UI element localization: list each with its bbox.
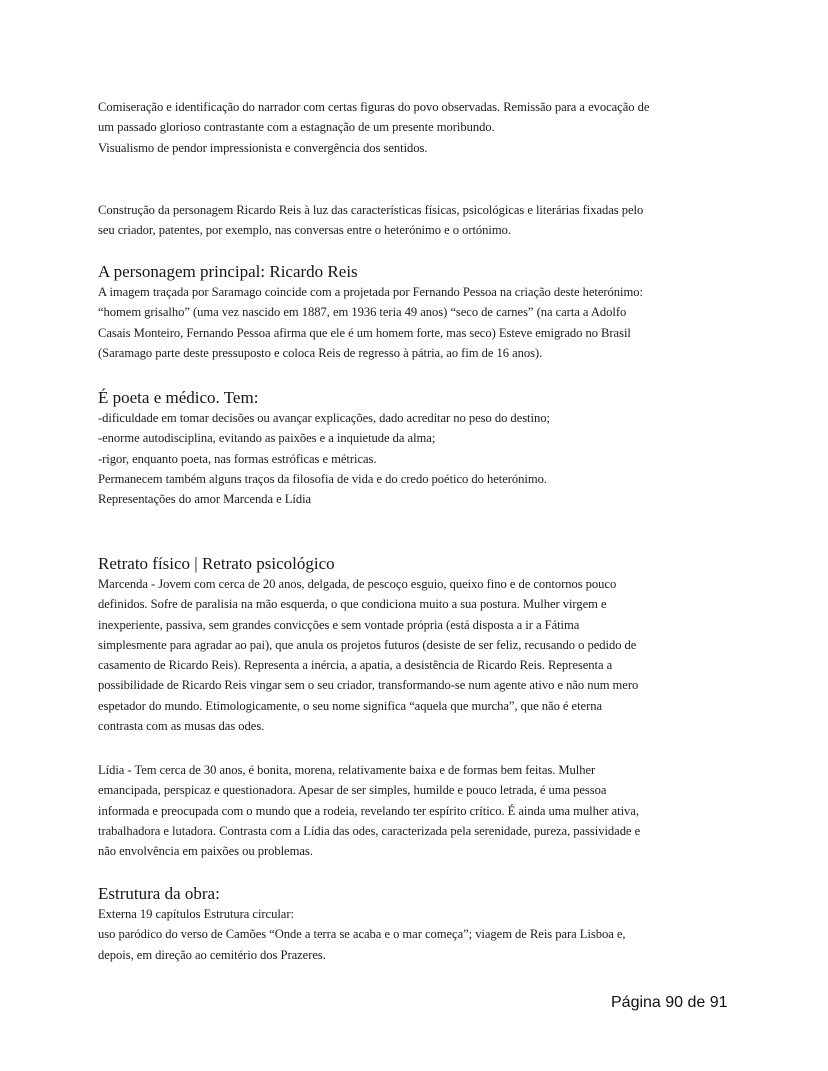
structure-section [98,884,738,965]
main-character-section [98,262,738,363]
section-heading: Retrato físico | Retrato psicológico [98,554,335,573]
text-line: A imagem traçada por Saramago coincide com a projetada por Fernando Pessoa na criação deste heterónimo: [98,285,643,299]
portraits-section [98,554,738,736]
construction-paragraph [98,200,738,241]
text-line: “homem grisalho” (uma vez nascido em 1887, em 1936 teria 49 anos) “seco de carnes” (na carta a Adolfo [98,305,627,320]
text-line: Permanecem também alguns traços da filosofia de vida e do credo poético do heterónimo. [98,471,547,486]
text-line: um passado glorioso contrastante com a estagnação de um presente moribundo. [98,120,495,135]
text-line: Casais Monteiro, Fernando Pessoa afirma que ele é um homem forte, mas seco) Esteve emigrado no Brasil [98,325,631,340]
text-line: trabalhadora e lutadora. Contrasta com a Lídia das odes, caracterizada pela serenidade, pureza, passividade e [98,823,641,838]
text-line: contrasta com as musas das odes. [98,719,265,734]
text-line: informada e preocupada com o mundo que a rodeia, revelando ter espírito crítico. É ainda uma mulher ativa, [98,803,639,818]
text-line: Construção da personagem Ricardo Reis à luz das características físicas, psicológicas e literárias fixadas pelo [98,203,644,217]
lidia-paragraph [98,760,738,861]
text-line: Visualismo de pendor impressionista e convergência dos sentidos. [98,140,428,155]
text-line: -dificuldade em tomar decisões ou avançar explicações, dado acreditar no peso do destino; [98,411,550,425]
text-line: espetador do mundo. Etimologicamente, o seu nome significa “aquela que murcha”, que não é eterna [98,698,603,713]
text-line: -enorme autodisciplina, evitando as paixões e a inquietude da alma; [98,431,436,446]
text-line: Representações do amor Marcenda e Lídia [98,492,312,507]
text-line: Comiseração e identificação do narrador com certas figuras do povo observadas. Remissão para a evocação de [98,100,650,114]
text-line: seu criador, patentes, por exemplo, nas conversas entre o heterónimo e o ortónimo. [98,223,511,238]
section-heading: É poeta e médico. Tem: [98,388,259,407]
text-line: emancipada, perspicaz e questionadora. Apesar de ser simples, humilde e pouco letrada, é uma pessoa [98,783,607,798]
page-number: Página 90 de 91 [611,994,728,1011]
text-line: Externa 19 capítulos Estrutura circular: [98,907,294,921]
text-line: inexperiente, passiva, sem grandes convicções e sem vontade própria (está disposta a ir a Fátima [98,617,580,632]
poet-doctor-section [98,388,738,509]
intro-paragraph [98,97,738,158]
text-line: definidos. Sofre de paralisia na mão esquerda, o que condiciona muito a sua postura. Mulher virgem e [98,597,607,612]
text-line: simplesmente para agradar ao pai), que anula os projetos futuros (desiste de ser feliz, recusando o pedido de [98,637,637,652]
section-heading: A personagem principal: Ricardo Reis [98,262,358,281]
text-line: Marcenda - Jovem com cerca de 20 anos, delgada, de pescoço esguio, queixo fino e de contornos pouco [98,577,617,591]
text-line: possibilidade de Ricardo Reis vingar sem o seu criador, transformando-se num agente ativo e não num mero [98,678,639,693]
text-line: Lídia - Tem cerca de 30 anos, é bonita, morena, relativamente baixa e de formas bem feitas. Mulher [98,763,596,777]
text-line: (Saramago parte deste pressuposto e coloca Reis de regresso à pátria, ao fim de 16 anos). [98,345,543,360]
text-line: não envolvência em paixões ou problemas. [98,844,313,859]
section-heading: Estrutura da obra: [98,884,220,903]
text-line: uso paródico do verso de Camões “Onde a terra se acaba e o mar começa”; viagem de Reis para Lisboa e, [98,927,626,942]
text-line: -rigor, enquanto poeta, nas formas estróficas e métricas. [98,451,377,466]
text-line: depois, em direção ao cemitério dos Prazeres. [98,947,326,962]
text-line: casamento de Ricardo Reis). Representa a inércia, a apatia, a desistência de Ricardo Reis. Representa a [98,658,613,673]
